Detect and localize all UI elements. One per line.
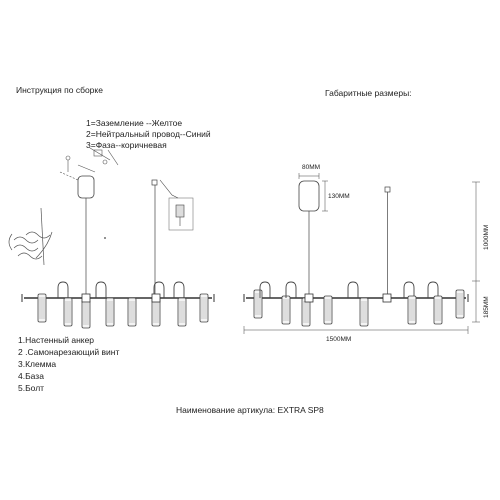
shades-left (38, 282, 208, 328)
part-terminal: 3.Клемма (18, 359, 57, 369)
wiring-phase: 3=Фаза--коричневая (86, 140, 167, 150)
wiring-neutral: 2=Нейтральный провод--Синий (86, 129, 211, 139)
part-bolt: 5.Болт (18, 383, 45, 393)
part-self-tapping-screw: 2 .Самонарезающий винт (18, 347, 120, 357)
terminal-icon (152, 180, 157, 185)
bolt-detail-icon (160, 180, 193, 230)
drop-height-label: 1000MM (483, 224, 490, 250)
canopy-width-label: 80MM (302, 164, 321, 171)
wiring-ground: 1=Заземление --Желтое (86, 118, 183, 128)
article-name: Наименование артикула: EXTRA SP8 (176, 405, 324, 415)
dimensions-drawing (244, 173, 480, 334)
assembly-title: Инструкция по сборке (16, 85, 103, 95)
body-height-label: 185MM (483, 296, 490, 318)
screws-icon (60, 148, 118, 180)
total-length-label: 1500MM (326, 336, 352, 343)
part-wall-anchor: 1.Настенный анкер (18, 335, 95, 345)
canopy-height-label: 130MM (328, 193, 350, 200)
part-base: 4.База (18, 371, 44, 381)
canopy-icon (78, 176, 94, 198)
canopy-dim-icon (299, 181, 319, 211)
shades-right (254, 282, 464, 326)
wall-anchor-icon (9, 208, 52, 265)
assembly-illustration (9, 148, 214, 328)
dimensions-title: Габаритные размеры: (325, 88, 412, 98)
